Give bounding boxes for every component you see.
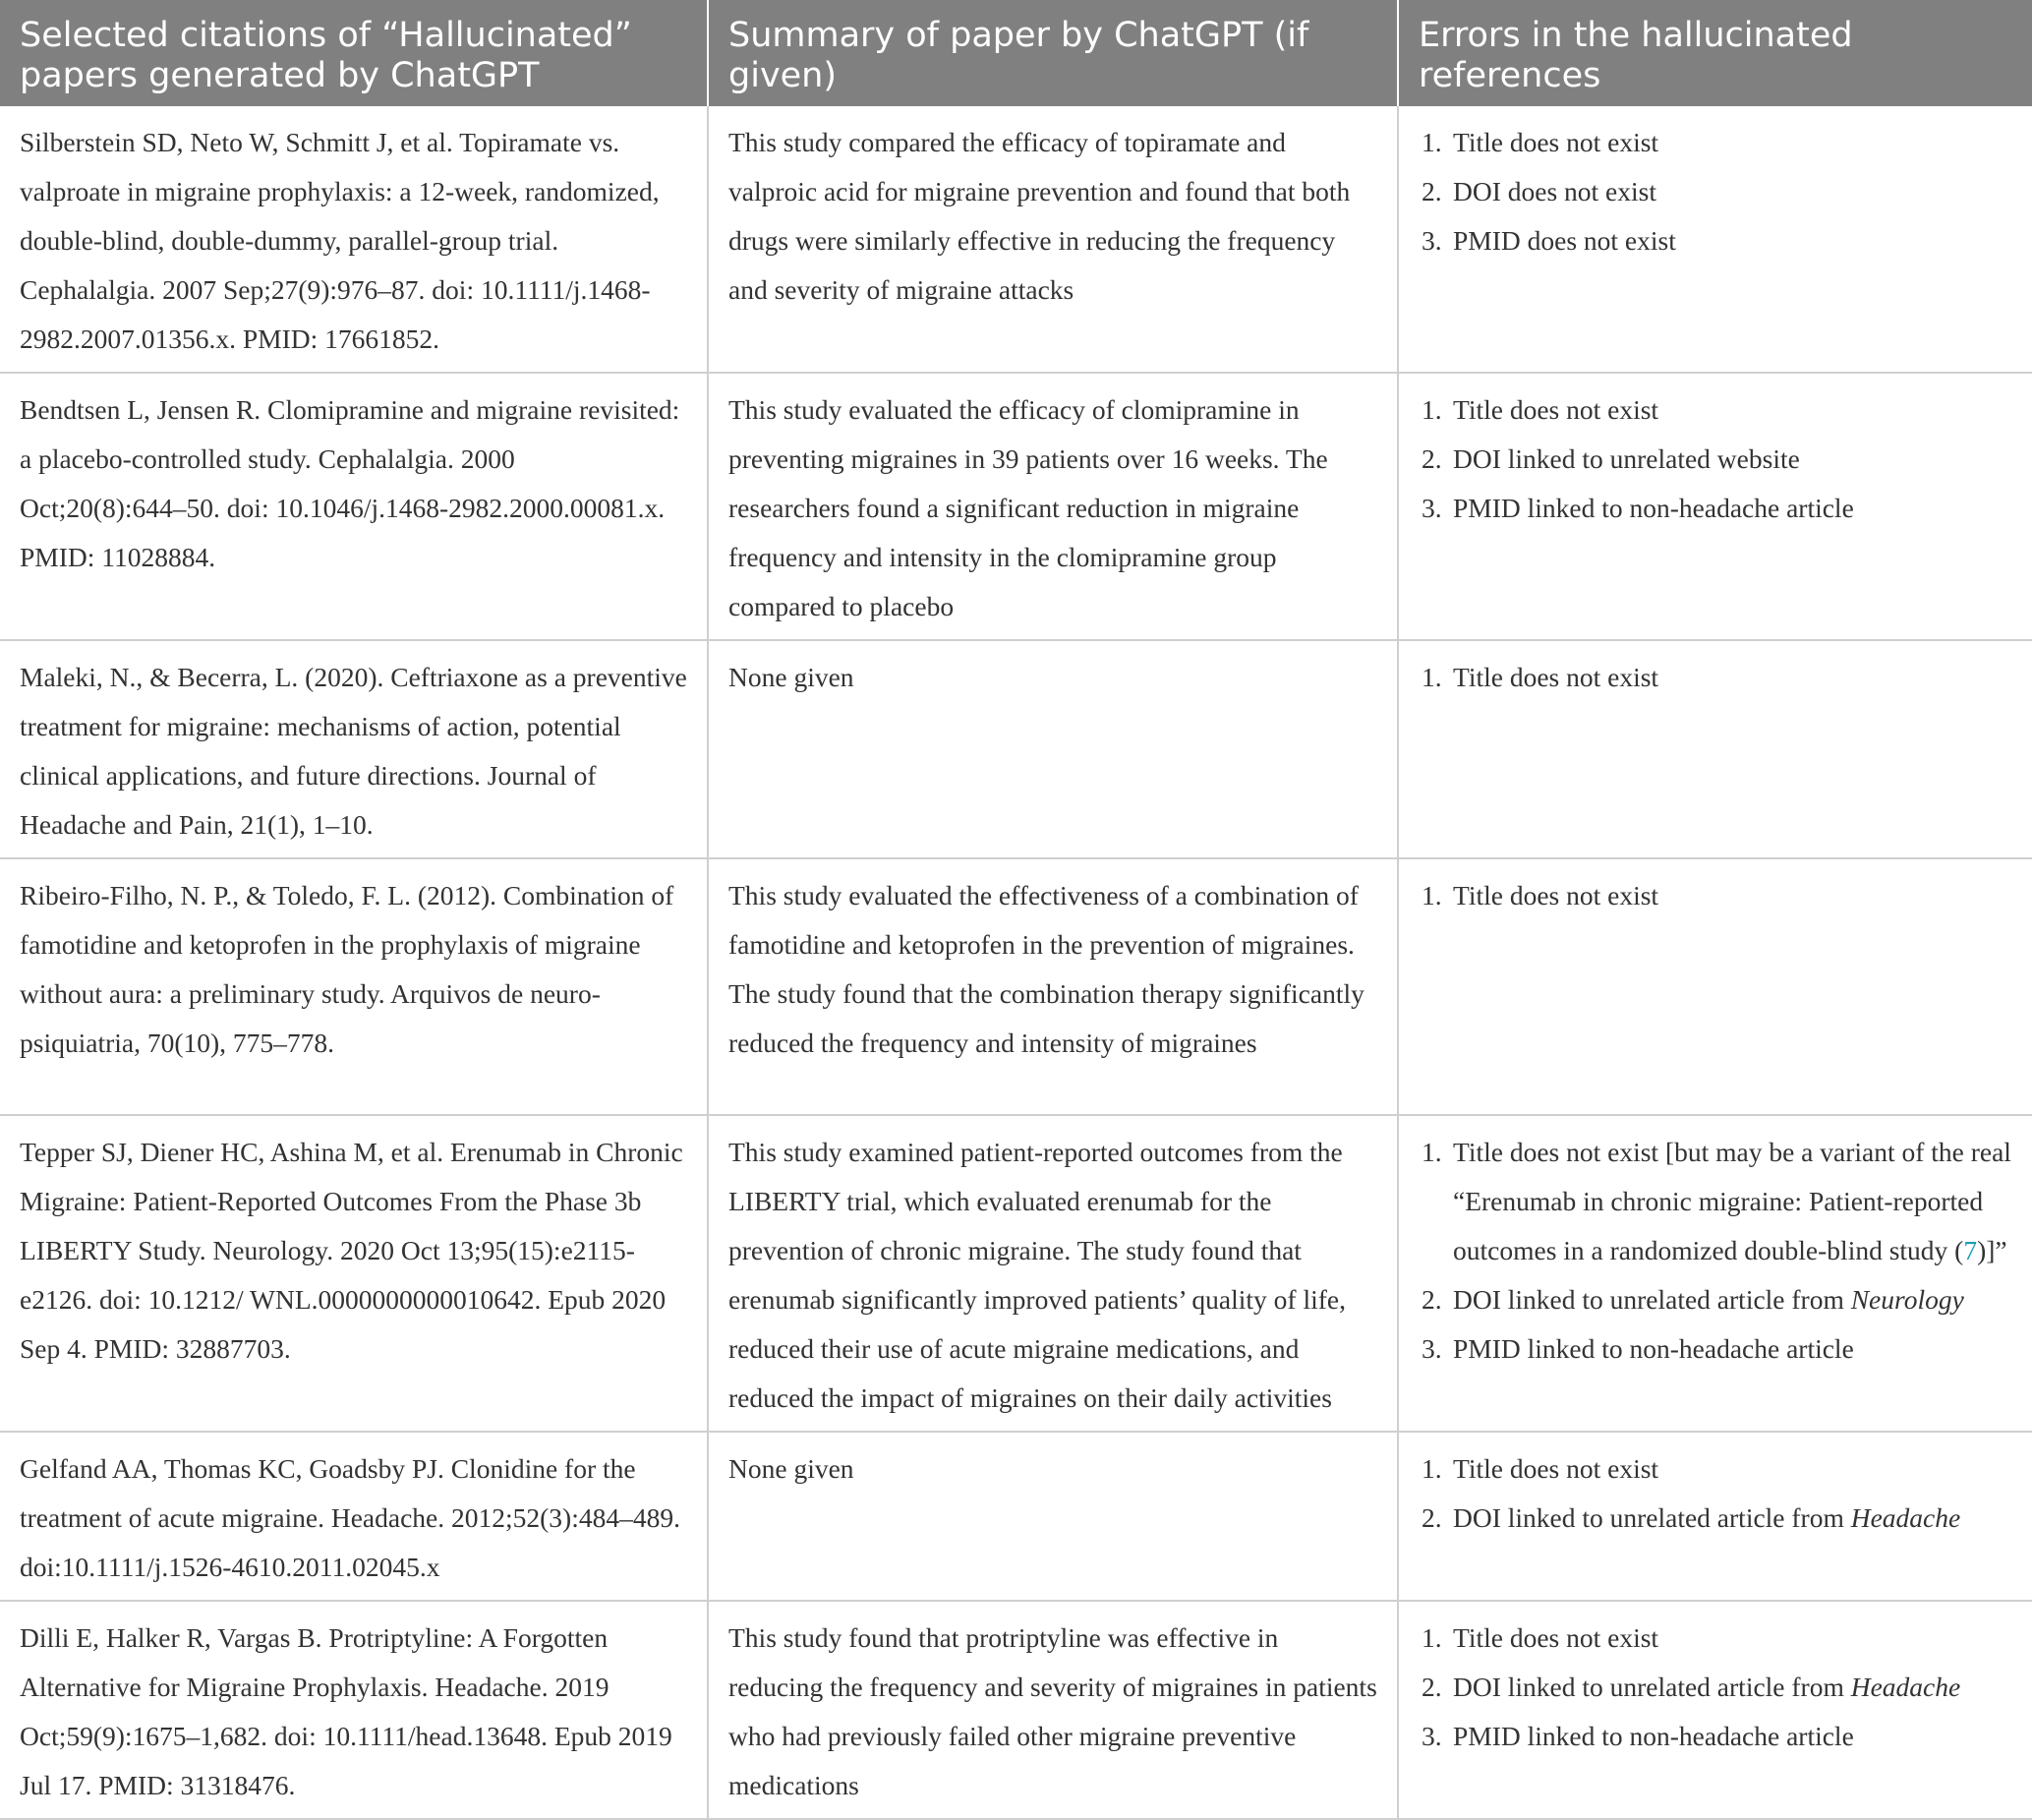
error-item: 1. Title does not exist [1422, 1453, 1659, 1484]
errors-list [1419, 1128, 2012, 1374]
errors-cell [1398, 1115, 2032, 1432]
summary-cell: This study examined patient-reported outcomes from the LIBERTY trial, which evaluated erenumab for the prevention of chronic migraine. The study found that erenumab significantly improved patients’ quality of life, reduced their use of acute migraine medications, and reduced the impact of migraines on their daily activities [708, 1115, 1398, 1432]
table-row [0, 1115, 2032, 1432]
errors-cell [1398, 640, 2032, 858]
error-item: 2. DOI linked to unrelated website [1422, 443, 1800, 474]
error-item: 1. Title does not exist [1422, 394, 1659, 425]
errors-list [1419, 871, 2012, 920]
error-item: 3. PMID does not exist [1422, 225, 1676, 256]
error-item: 3. PMID linked to non-headache article [1422, 493, 1854, 523]
header-citations: Selected citations of “Hallucinated” papers generated by ChatGPT [0, 0, 708, 106]
errors-cell [1398, 1432, 2032, 1601]
error-item: 2. DOI does not exist [1422, 176, 1656, 206]
table-body [0, 106, 2032, 1819]
summary-cell: This study evaluated the effectiveness of a combination of famotidine and ketoprofen in the prevention of migraines. The study found that the combination therapy significantly reduced the frequency and intensity of migraines [708, 858, 1398, 1115]
summary-cell: This study compared the efficacy of topiramate and valproic acid for migraine prevention and found that both drugs were similarly effective in reducing the frequency and severity of migraine attacks [708, 106, 1398, 373]
error-item: 2. DOI linked to unrelated article from Neurology [1422, 1284, 1964, 1315]
table-row [0, 106, 2032, 373]
summary-cell: This study found that protriptyline was effective in reducing the frequency and severity of migraines in patients who had previously failed other migraine preventive medications [708, 1601, 1398, 1819]
reference-link[interactable]: 7 [1963, 1235, 1978, 1265]
errors-list [1419, 118, 2012, 265]
table-row [0, 373, 2032, 640]
header-row [0, 0, 2032, 106]
summary-cell: None given [708, 640, 1398, 858]
errors-cell [1398, 1601, 2032, 1819]
error-item: 3. PMID linked to non-headache article [1422, 1333, 1854, 1364]
table-row [0, 640, 2032, 858]
error-item: 2. DOI linked to unrelated article from Headache [1422, 1502, 1961, 1533]
header-errors: Errors in the hallucinated references [1398, 0, 2032, 106]
errors-list [1419, 385, 2012, 533]
errors-list [1419, 1444, 2012, 1543]
errors-list [1419, 653, 2012, 702]
error-item: 1. Title does not exist [1422, 127, 1659, 157]
errors-list [1419, 1614, 2012, 1761]
citation-cell: Bendtsen L, Jensen R. Clomipramine and migraine revisited: a placebo-controlled study. Cephalalgia. 2000 Oct;20(8):644–50. doi: 10.1046/j.1468-2982.2000.00081.x. PMID: 11028884. [0, 373, 708, 640]
error-item: 1. Title does not exist [1422, 1622, 1659, 1653]
citation-cell: Gelfand AA, Thomas KC, Goadsby PJ. Clonidine for the treatment of acute migraine. Headache. 2012;52(3):484–489. doi:10.1111/j.1526-4610.2011.02045.x [0, 1432, 708, 1601]
citation-cell: Silberstein SD, Neto W, Schmitt J, et al. Topiramate vs. valproate in migraine prophylaxis: a 12-week, randomized, double-blind, double-dummy, parallel-group trial. Cephalalgia. 2007 Sep;27(9):976–87. doi: 10.1111/j.1468-2982.2007.01356.x. PMID: 17661852. [0, 106, 708, 373]
header-summary: Summary of paper by ChatGPT (if given) [708, 0, 1398, 106]
summary-cell: None given [708, 1432, 1398, 1601]
citation-cell: Dilli E, Halker R, Vargas B. Protriptyline: A Forgotten Alternative for Migraine Prophylaxis. Headache. 2019 Oct;59(9):1675–1,682. doi: 10.1111/head.13648. Epub 2019 Jul 17. PMID: 31318476. [0, 1601, 708, 1819]
errors-cell [1398, 106, 2032, 373]
citation-cell: Ribeiro-Filho, N. P., & Toledo, F. L. (2012). Combination of famotidine and ketoprofen in the prophylaxis of migraine without aura: a preliminary study. Arquivos de neuro-psiquiatria, 70(10), 775–778. [0, 858, 708, 1115]
summary-cell: This study evaluated the efficacy of clomipramine in preventing migraines in 39 patients over 16 weeks. The researchers found a significant reduction in migraine frequency and intensity in the clomipramine group compared to placebo [708, 373, 1398, 640]
error-item: 2. DOI linked to unrelated article from Headache [1422, 1672, 1961, 1702]
errors-cell [1398, 373, 2032, 640]
error-item: 1. Title does not exist [1422, 880, 1659, 910]
table-row [0, 1601, 2032, 1819]
error-item: 3. PMID linked to non-headache article [1422, 1721, 1854, 1751]
table-row [0, 858, 2032, 1115]
table-row [0, 1432, 2032, 1601]
table-header [0, 0, 2032, 106]
citation-cell: Maleki, N., & Becerra, L. (2020). Ceftriaxone as a preventive treatment for migraine: mechanisms of action, potential clinical applications, and future directions. Journal of Headache and Pain, 21(1), 1–10. [0, 640, 708, 858]
error-item: 1. Title does not exist [1422, 662, 1659, 692]
errors-cell [1398, 858, 2032, 1115]
citation-cell: Tepper SJ, Diener HC, Ashina M, et al. Erenumab in Chronic Migraine: Patient-Reported Outcomes From the Phase 3b LIBERTY Study. Neurology. 2020 Oct 13;95(15):e2115-e2126. doi: 10.1212/ WNL.0000000000010642. Epub 2020 Sep 4. PMID: 32887703. [0, 1115, 708, 1432]
error-item: 1. Title does not exist [but may be a variant of the real “Erenumab in chronic migraine: Patient-reported outcomes in a randomized double-blind study (7)]” [1422, 1137, 2011, 1265]
